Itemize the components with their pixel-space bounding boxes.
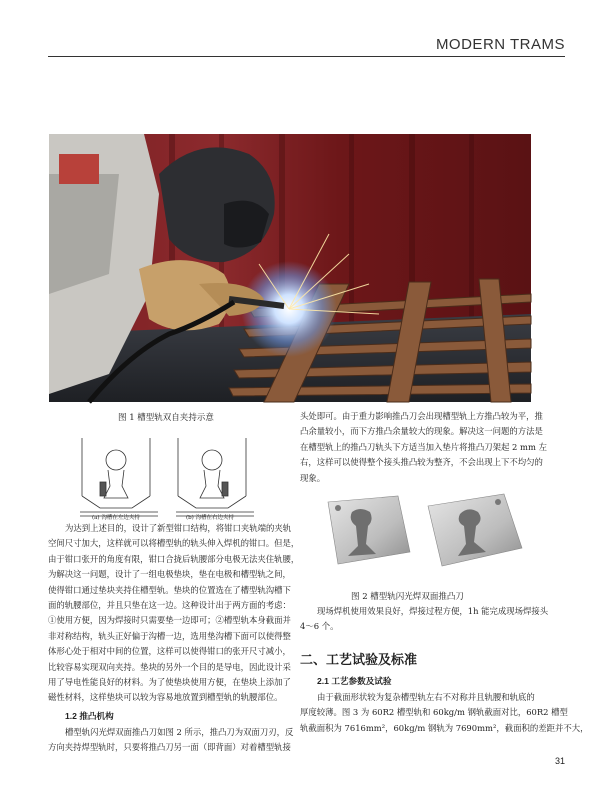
text-line: 现场焊机使用效果良好，焊接过程方便，1h 能完成现场焊接头 — [317, 606, 549, 616]
magazine-header: MODERN TRAMS — [435, 36, 565, 53]
subheading-1-2: 1.2 推凸机构 — [65, 711, 114, 721]
text-line: 轨截面积为 7616mm²，60kg/m 钢轨为 7690mm²，截面积的差距并不大， — [300, 722, 589, 733]
text-line: 头处即可。由于重力影响推凸刀会出现槽型轨上方推凸较为平，推 — [300, 411, 543, 421]
text-line: 在槽型轨上的推凸刀轨头下方适当加入垫片将推凸刀架起 2 mm 左 — [300, 441, 547, 452]
text-line: 使得钳口通过垫块夹持住槽型轨。垫块的位置选在了槽型轨沟槽下 — [48, 584, 291, 595]
page-number: 31 — [554, 756, 565, 766]
right-paragraph-1 — [300, 409, 547, 486]
text-line: 为解决这一问题，设计了一组电极垫块，垫在电极和槽型轨之间， — [48, 569, 291, 580]
text-line: 方向夹持焊型轨时，只要将推凸刀另一面（即背面）对着槽型轨接 — [48, 742, 291, 753]
text-line: 体形心处于相对中间的位置，这样可以使得钳口的张开尺寸减小， — [48, 646, 291, 657]
welding-photo-illustration — [49, 134, 531, 402]
right-paragraph-2 — [300, 604, 549, 635]
figure-1a-label: (a) 沟槽在左边夹持 — [92, 515, 140, 521]
text-line: 面的轨腰部位，并且只垫在这一边。这种设计出于两方面的考虑： — [48, 600, 291, 611]
text-line: 磁性材料，这样垫块可以较为容易地放置到槽型轨的轨腰部位。 — [48, 692, 283, 703]
text-line: 比较容易实现双向夹持。垫块的另外一个目的是导电，因此设计采 — [48, 661, 291, 672]
text-line: 非对称结构，轨头正好偏于沟槽一边，选用垫沟槽下面可以使得整 — [48, 630, 291, 641]
subheading-2-1: 2.1 工艺参数及试验 — [317, 676, 392, 686]
ram-cutter-right — [428, 494, 522, 566]
text-line: 用了导电性能良好的材料。为了使垫块使用方便，在垫块上添加了 — [48, 677, 291, 688]
text-line: 由于截面形状较为复杂槽型轨左右不对称并且轨腰和轨底的 — [317, 692, 535, 702]
text-line: 右，这样可以使得整个接头推凸较为整齐，不会出现上下不均匀的 — [300, 457, 543, 468]
ram-cutter-left — [328, 496, 410, 564]
text-line: 现象。 — [300, 472, 326, 483]
welding-photo — [49, 134, 531, 402]
left-paragraph-2 — [48, 725, 294, 756]
text-line: 由于钳口张开的角度有限，钳口合拢后轨腰部分电极无法夹住轨腰， — [48, 553, 300, 564]
text-line: 凸余量较小，而下方推凸余量较大的现象。解决这一问题的方法是 — [300, 426, 543, 437]
clamping-diagram-left — [80, 438, 158, 516]
right-paragraph-3 — [300, 690, 589, 736]
text-line: 4～6 个。 — [300, 621, 339, 632]
left-paragraph-1 — [48, 521, 300, 706]
text-line: 为达到上述目的，设计了新型钳口结构，将钳口夹轨端的夹轨 — [65, 523, 292, 533]
figure-1-caption: 图 1 槽型轨双自夹持示意 — [118, 413, 214, 423]
ram-cutter-illustration — [318, 492, 538, 574]
text-line: 空间尺寸加大，这样就可以将槽型轨的轨头伸入焊机的钳口。但是， — [48, 538, 300, 549]
header-rule — [48, 56, 565, 57]
figure-2-caption: 图 2 槽型轨闪光焊双面推凸刀 — [351, 592, 464, 602]
text-line: 槽型轨闪光焊双面推凸刀如图 2 所示，推凸刀为双面刀刃，反 — [65, 727, 294, 737]
clamping-diagram-right — [176, 438, 254, 516]
text-line: ①使用方便，因为焊接时只需要垫一边即可；②槽型轨本身截面并 — [48, 615, 291, 626]
section-heading-2: 二、工艺试验及标准 — [300, 652, 418, 667]
figure-1b-label: (b) 沟槽在右边夹持 — [186, 515, 235, 521]
text-line: 厚度较薄。图 3 为 60R2 槽型轨和 60kg/m 钢轨截面对比，60R2 槽型 — [300, 707, 568, 718]
